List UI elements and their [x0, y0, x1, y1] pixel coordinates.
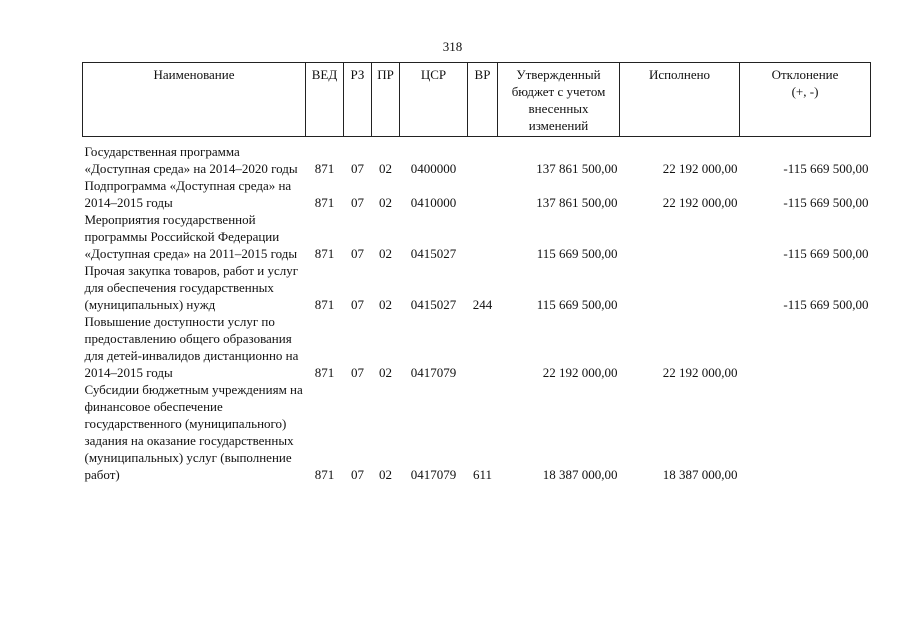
- row-csr: 0415027: [410, 297, 457, 312]
- row-executed: 18 387 000,00: [662, 467, 738, 482]
- row-deviation: [740, 381, 871, 483]
- header-budget: Утвержденный бюджет с учетом внесенных изменений: [498, 63, 620, 137]
- row-executed: 22 192 000,00: [662, 195, 738, 210]
- row-vr: [468, 177, 498, 211]
- row-rz: 07: [351, 297, 364, 312]
- row-csr: 0415027: [410, 246, 457, 261]
- row-vr: 611: [472, 467, 493, 482]
- row-pr: 02: [379, 246, 392, 261]
- row-pr: 02: [379, 195, 392, 210]
- row-name: Мероприятия государственной программы Российской Федерации «Доступная среда» на 2011–2015 годы: [84, 212, 298, 261]
- row-rz: 07: [351, 365, 364, 380]
- row-pr: 02: [379, 297, 392, 312]
- row-pr: 02: [379, 467, 392, 482]
- header-pr: ПР: [372, 63, 400, 137]
- row-rz: 07: [351, 161, 364, 176]
- row-name: Государственная программа «Доступная среда» на 2014–2020 годы: [84, 144, 298, 176]
- row-budget: 22 192 000,00: [542, 365, 618, 380]
- row-deviation: -115 669 500,00: [783, 161, 869, 176]
- header-executed: Исполнено: [620, 63, 740, 137]
- row-ved: 871: [314, 297, 335, 312]
- row-ved: 871: [314, 195, 335, 210]
- row-name: Прочая закупка товаров, работ и услуг для обеспечения государственных (муниципальных) нужд: [84, 263, 299, 312]
- row-rz: 07: [351, 195, 364, 210]
- row-csr: 0417079: [410, 365, 457, 380]
- budget-table: [82, 62, 871, 483]
- table-row: [83, 211, 871, 262]
- row-csr: 0417079: [410, 467, 457, 482]
- page-number: 318: [442, 39, 463, 54]
- row-budget: 137 861 500,00: [536, 195, 618, 210]
- table-row: [83, 143, 871, 177]
- row-executed: [620, 262, 740, 313]
- row-ved: 871: [314, 365, 335, 380]
- row-deviation: -115 669 500,00: [783, 195, 869, 210]
- row-csr: 0410000: [410, 195, 457, 210]
- row-deviation: -115 669 500,00: [783, 246, 869, 261]
- row-budget: 115 669 500,00: [536, 246, 618, 261]
- row-vr: [468, 211, 498, 262]
- row-vr: [468, 143, 498, 177]
- row-deviation: -115 669 500,00: [783, 297, 869, 312]
- row-name: Повышение доступности услуг по предоставлению общего образования для детей-инвалидов дистанционно на 2014–2015 годы: [84, 314, 299, 380]
- header-vr: ВР: [468, 63, 498, 137]
- header-rz: РЗ: [344, 63, 372, 137]
- header-csr: ЦСР: [400, 63, 468, 137]
- row-pr: 02: [379, 365, 392, 380]
- row-ved: 871: [314, 161, 335, 176]
- row-vr: 244: [472, 297, 493, 312]
- row-executed: 22 192 000,00: [662, 161, 738, 176]
- table-row: [83, 381, 871, 483]
- table-header-row: [83, 63, 871, 137]
- row-ved: 871: [314, 246, 335, 261]
- row-budget: 115 669 500,00: [536, 297, 618, 312]
- row-pr: 02: [379, 161, 392, 176]
- header-ved: ВЕД: [306, 63, 344, 137]
- row-budget: 137 861 500,00: [536, 161, 618, 176]
- row-vr: [468, 313, 498, 381]
- header-name: Наименование: [83, 63, 306, 137]
- row-name: Субсидии бюджетным учреждениям на финансовое обеспечение государственного (муниципального) задания на оказание государственных (муниципальных) услуг (выполнение работ): [84, 382, 303, 482]
- table-row: [83, 313, 871, 381]
- table-row: [83, 177, 871, 211]
- row-rz: 07: [351, 467, 364, 482]
- row-budget: 18 387 000,00: [542, 467, 618, 482]
- row-deviation: [740, 313, 871, 381]
- row-ved: 871: [314, 467, 335, 482]
- table-row: [83, 262, 871, 313]
- row-executed: 22 192 000,00: [662, 365, 738, 380]
- row-csr: 0400000: [410, 161, 457, 176]
- row-executed: [620, 211, 740, 262]
- row-name: Подпрограмма «Доступная среда» на 2014–2015 годы: [84, 178, 292, 210]
- header-deviation: Отклонение (+, -): [740, 63, 871, 137]
- row-rz: 07: [351, 246, 364, 261]
